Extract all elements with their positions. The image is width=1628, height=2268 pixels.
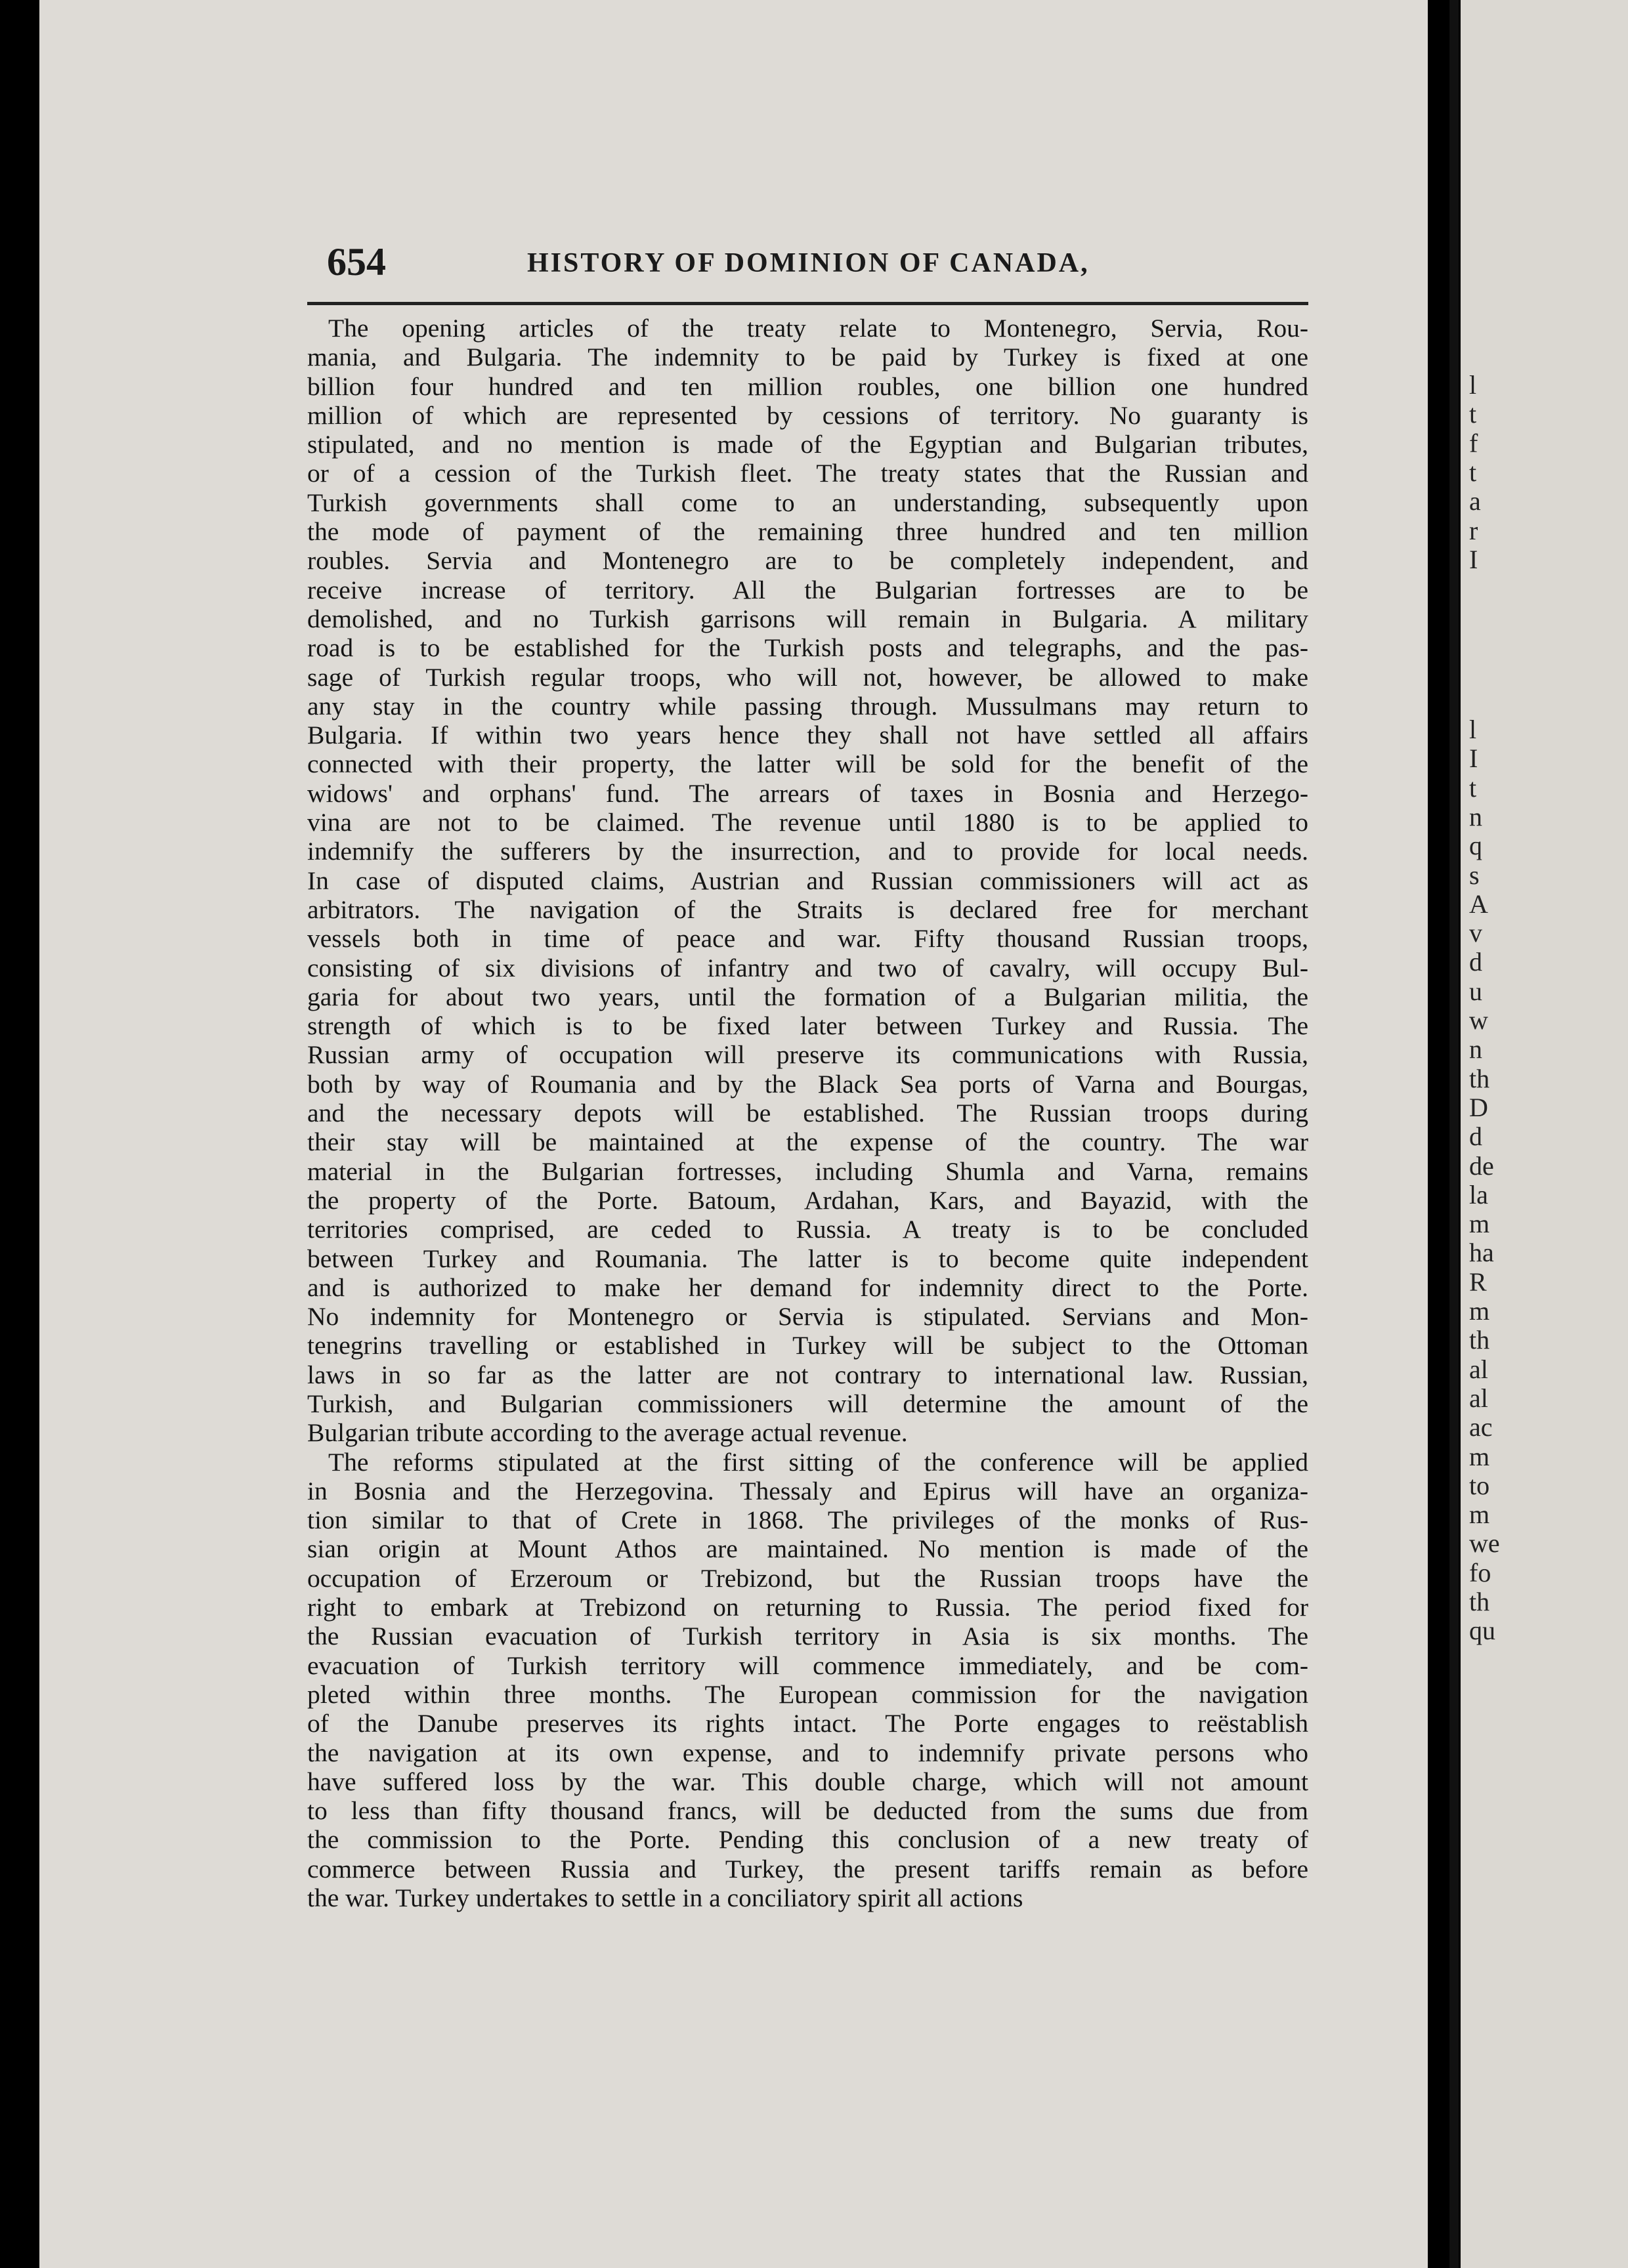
facing-page-edge: [1461, 0, 1628, 2268]
facing-fragment: l: [1469, 370, 1477, 400]
text-line: evacuation of Turkish territory will commence immediately, and be com-: [307, 1650, 1308, 1680]
text-line: garia for about two years, until the formation of a Bulgarian militia, the: [307, 982, 1308, 1011]
text-line: Turkish governments shall come to an understanding, subsequently upon: [307, 488, 1308, 517]
facing-fragment: I: [1469, 544, 1478, 574]
facing-fragment: th: [1469, 1587, 1490, 1616]
page-gutter-shadow: [1449, 0, 1459, 2268]
text-line: material in the Bulgarian fortresses, including Shumla and Varna, remains: [307, 1156, 1308, 1186]
text-line: Bulgaria. If within two years hence they shall not have settled all affairs: [307, 721, 1308, 750]
facing-fragment: al: [1469, 1354, 1488, 1384]
text-line: the property of the Porte. Batoum, Ardahan, Kars, and Bayazid, with the: [307, 1185, 1308, 1215]
text-line: the navigation at its own expense, and to indemnify private persons who: [307, 1738, 1308, 1767]
text-line: indemnify the sufferers by the insurrection, and to provide for local needs.: [307, 837, 1308, 866]
facing-fragment: q: [1469, 831, 1482, 861]
facing-fragment: th: [1469, 1325, 1490, 1355]
text-line: of the Danube preserves its rights intact. The Porte engages to reëstablish: [307, 1709, 1308, 1738]
text-line: the commission to the Porte. Pending this conclusion of a new treaty of: [307, 1825, 1308, 1855]
facing-fragment: a: [1469, 486, 1481, 516]
facing-fragment: v: [1469, 918, 1482, 948]
facing-fragment: ac: [1469, 1412, 1493, 1442]
text-line: No indemnity for Montenegro or Servia is stipulated. Servians and Mon-: [307, 1302, 1308, 1332]
text-line: receive increase of territory. All the Bulgarian fortresses are to be: [307, 575, 1308, 604]
facing-fragment: m: [1469, 1209, 1490, 1239]
text-line: The opening articles of the treaty relate to Montenegro, Servia, Rou-: [328, 314, 1308, 343]
text-line: territories comprised, are ceded to Russia. A treaty is to be concluded: [307, 1215, 1308, 1244]
facing-fragment: al: [1469, 1383, 1488, 1413]
text-line: right to embark at Trebizond on returning to Russia. The period fixed for: [307, 1593, 1308, 1622]
facing-fragment: A: [1469, 889, 1488, 919]
text-line: widows' and orphans' fund. The arrears of taxes in Bosnia and Herzego-: [307, 778, 1308, 808]
text-line: demolished, and no Turkish garrisons will remain in Bulgaria. A military: [307, 604, 1308, 633]
facing-fragment: t: [1469, 772, 1477, 803]
text-line: the Russian evacuation of Turkish territory in Asia is six months. The: [307, 1622, 1308, 1651]
text-line: The reforms stipulated at the first sitting of the conference will be applied: [328, 1447, 1308, 1477]
text-line: arbitrators. The navigation of the Straits is declared free for merchant: [307, 894, 1308, 924]
text-line: have suffered loss by the war. This double charge, which will not amount: [307, 1767, 1308, 1796]
facing-fragment: t: [1469, 399, 1477, 429]
text-line: sian origin at Mount Athos are maintained. No mention is made of the: [307, 1534, 1308, 1564]
text-line: and the necessary depots will be established. The Russian troops during: [307, 1099, 1308, 1128]
running-head: HISTORY OF DOMINION OF CANADA,: [527, 248, 1090, 278]
text-line: the mode of payment of the remaining three hundred and ten million: [307, 517, 1308, 547]
text-line: Turkish, and Bulgarian commissioners will determine the amount of the: [307, 1389, 1308, 1418]
text-line: tion similar to that of Crete in 1868. The privileges of the monks of Rus-: [307, 1505, 1308, 1535]
facing-fragment: d: [1469, 1122, 1482, 1152]
text-line: connected with their property, the latter will be sold for the benefit of the: [307, 749, 1308, 779]
text-line: billion four hundred and ten million roubles, one billion one hundred: [307, 371, 1308, 401]
facing-fragment: l: [1469, 715, 1477, 744]
text-line: Russian army of occupation will preserve its communications with Russia,: [307, 1040, 1308, 1070]
facing-fragment: R: [1469, 1267, 1487, 1297]
text-line: to less than fifty thousand francs, will be deducted from the sums due from: [307, 1796, 1308, 1826]
facing-fragment: r: [1469, 515, 1478, 545]
text-line: consisting of six divisions of infantry and two of cavalry, will occupy Bul-: [307, 953, 1308, 982]
text-line: the war. Turkey undertakes to settle in a conciliatory spirit all actions: [307, 1883, 1023, 1913]
text-line: and is authorized to make her demand for indemnity direct to the Porte.: [307, 1272, 1308, 1302]
facing-fragment: m: [1469, 1500, 1490, 1530]
text-line: pleted within three months. The European commission for the navigation: [307, 1679, 1308, 1709]
text-line: laws in so far as the latter are not contrary to international law. Russian,: [307, 1360, 1308, 1389]
facing-fragment: qu: [1469, 1616, 1495, 1646]
facing-fragment: m: [1469, 1296, 1490, 1326]
text-line: commerce between Russia and Turkey, the present tariffs remain as before: [307, 1854, 1308, 1883]
text-line: In case of disputed claims, Austrian and Russian commissioners will act as: [307, 866, 1308, 895]
facing-fragment: ha: [1469, 1238, 1494, 1268]
facing-fragment: f: [1469, 428, 1478, 458]
facing-fragment: n: [1469, 1034, 1482, 1064]
text-line: sage of Turkish regular troops, who will not, however, be allowed to make: [307, 662, 1308, 692]
facing-fragment: m: [1469, 1441, 1490, 1471]
text-line: or of a cession of the Turkish fleet. The treaty states that the Russian and: [307, 459, 1308, 488]
text-line: both by way of Roumania and by the Black Sea ports of Varna and Bourgas,: [307, 1069, 1308, 1099]
text-line: between Turkey and Roumania. The latter is to become quite independent: [307, 1244, 1308, 1273]
facing-fragment: u: [1469, 976, 1482, 1006]
text-line: roubles. Servia and Montenegro are to be completely independent, and: [307, 546, 1308, 576]
facing-fragment: n: [1469, 801, 1482, 831]
facing-fragment: D: [1469, 1092, 1488, 1122]
facing-fragment: la: [1469, 1179, 1488, 1209]
facing-fragment: t: [1469, 457, 1477, 487]
facing-fragment: s: [1469, 860, 1480, 890]
facing-fragment: de: [1469, 1150, 1494, 1181]
text-line: tenegrins travelling or established in Turkey will be subject to the Ottoman: [307, 1331, 1308, 1360]
facing-fragment: we: [1469, 1528, 1500, 1559]
text-line: their stay will be maintained at the expense of the country. The war: [307, 1127, 1308, 1157]
page-header: [327, 240, 1308, 285]
text-line: road is to be established for the Turkish posts and telegraphs, and the pas-: [307, 633, 1308, 663]
text-line: Bulgarian tribute according to the average actual revenue.: [307, 1418, 908, 1448]
body-text: [307, 314, 1308, 1912]
text-line: strength of which is to be fixed later between Turkey and Russia. The: [307, 1011, 1308, 1041]
text-line: in Bosnia and the Herzegovina. Thessaly and Epirus will have an organiza-: [307, 1476, 1308, 1505]
text-line: vessels both in time of peace and war. Fifty thousand Russian troops,: [307, 924, 1308, 954]
facing-fragment: I: [1469, 744, 1478, 774]
text-line: vina are not to be claimed. The revenue until 1880 is to be applied to: [307, 808, 1308, 837]
text-line: mania, and Bulgaria. The indemnity to be paid by Turkey is fixed at one: [307, 343, 1308, 372]
text-line: occupation of Erzeroum or Trebizond, but the Russian troops have the: [307, 1563, 1308, 1593]
facing-fragment: d: [1469, 947, 1482, 977]
facing-fragment: to: [1469, 1470, 1490, 1500]
page-number: 654: [327, 240, 386, 284]
paragraph: [307, 314, 1308, 1448]
text-line: million of which are represented by cessions of territory. No guaranty is: [307, 400, 1308, 430]
facing-fragment: th: [1469, 1063, 1490, 1093]
text-line: any stay in the country while passing through. Mussulmans may return to: [307, 691, 1308, 721]
facing-fragment: w: [1469, 1005, 1488, 1035]
text-line: stipulated, and no mention is made of the Egyptian and Bulgarian tributes,: [307, 430, 1308, 459]
paragraph: [307, 1448, 1308, 1913]
header-rule: [307, 302, 1308, 305]
facing-fragment: fo: [1469, 1557, 1491, 1587]
